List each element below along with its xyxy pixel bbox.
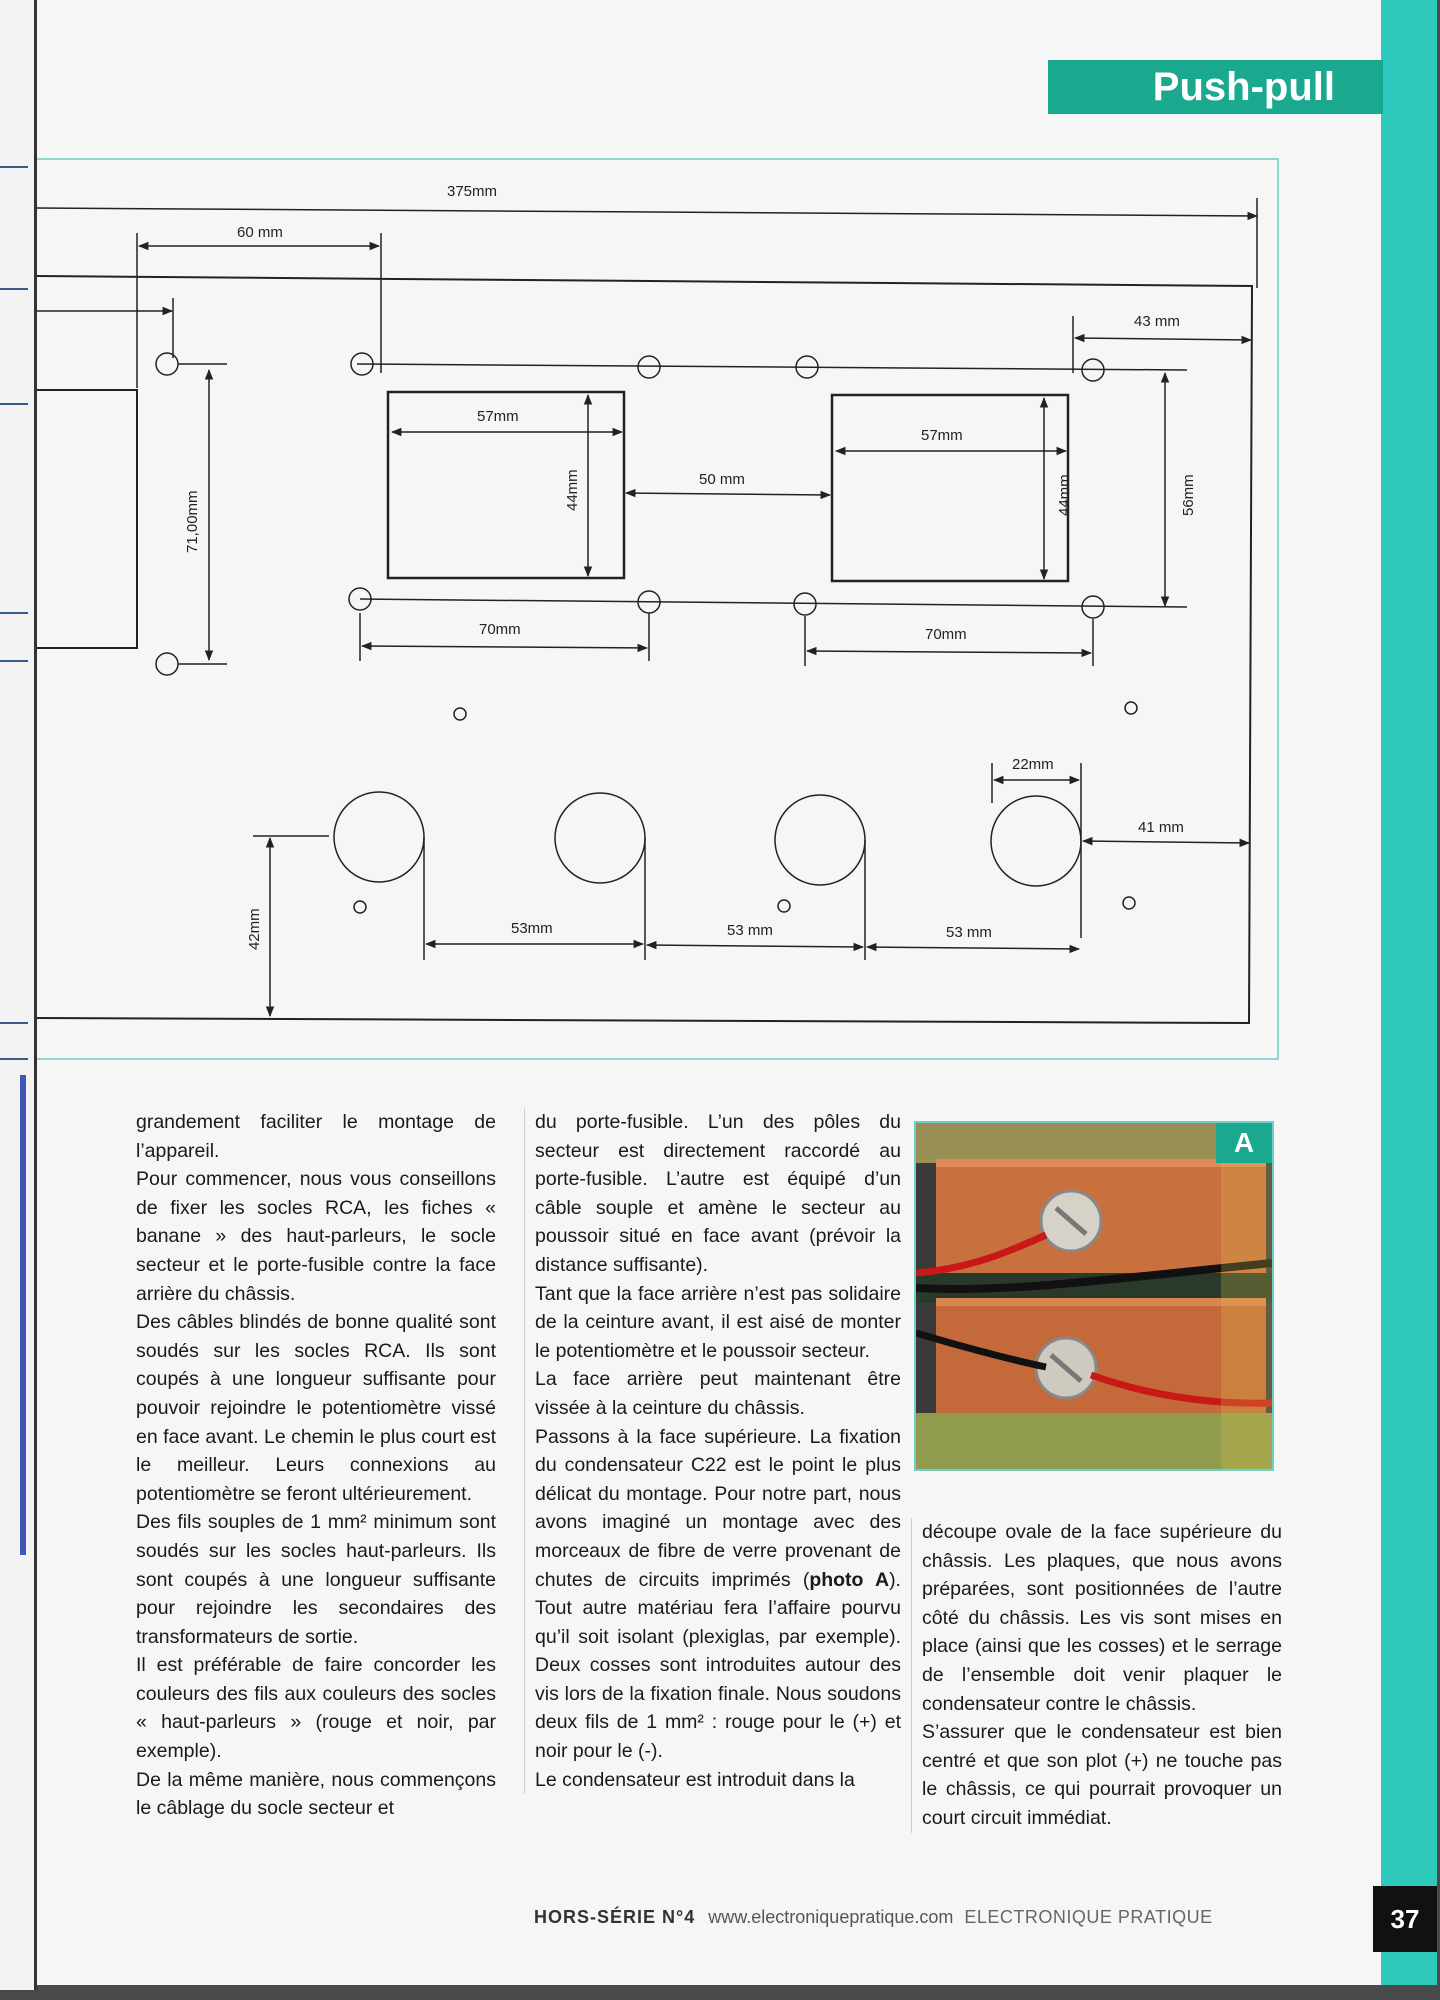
- paragraph: La face arrière peut maintenant être vissée à la ceinture du châssis.: [535, 1368, 901, 1419]
- page-number: 37: [1373, 1886, 1437, 1952]
- dim-71-label: 71,00mm: [184, 490, 201, 553]
- dim-42-label: 42mm: [246, 908, 263, 950]
- paragraph: Des fils souples de 1 mm² minimum sont soudés sur les socles haut-parleurs. Ils sont coupés à une longueur suffisante pour rejoindre les secondaires des transformateurs de sortie.: [136, 1511, 496, 1648]
- strip-blue-bar: [20, 1075, 26, 1555]
- left-cutout: [37, 390, 137, 648]
- dim-60-label: 60 mm: [237, 224, 283, 241]
- dim-43-label: 43 mm: [1134, 313, 1180, 330]
- paragraph-text: Passons à la face supérieure. La fixation du condensateur C22 est le point le plus délicat du montage. Pour notre part, nous avons imaginé un montage avec des morceaux de fibre de verre provenant de chutes de circuits imprimés (: [535, 1425, 901, 1591]
- paragraph: Pour commencer, nous vous conseillons de fixer les socles RCA, les fiches « banane » des haut-parleurs, le socle secteur et le porte-fusible contre la face arrière du châssis.: [136, 1168, 496, 1305]
- article-column-1: [136, 1108, 496, 1823]
- paragraph: Tant que la face arrière n’est pas solidaire de la ceinture avant, il est aisé de monter le potentiomètre et le poussoir secteur.: [535, 1282, 901, 1362]
- paragraph: Des câbles blindés de bonne qualité sont soudés sur les socles RCA. Ils sont coupés à une longueur suffisante pour pouvoir rejoindre le potentiomètre vissé en face avant. Le chemin le plus court est le meilleur. Leurs connexions au potentiomètre se feront ultérieurement.: [136, 1311, 496, 1505]
- dim-53-3-label: 53 mm: [946, 924, 992, 941]
- paragraph: Il est préférable de faire concorder les couleurs des fils aux couleurs des socles « haut-parleurs » (rouge et noir, par exemple).: [136, 1654, 496, 1763]
- dim-53-2: [647, 945, 863, 947]
- strip-rule: [0, 612, 28, 614]
- article-column-2: [524, 1108, 901, 1794]
- dim-41-label: 41 mm: [1138, 819, 1184, 836]
- dim-375-label: 375mm: [447, 183, 498, 200]
- dim-70-left-label: 70mm: [479, 621, 521, 638]
- strip-rule: [0, 1022, 28, 1024]
- page-footer: [534, 1907, 1213, 1928]
- jack-1: [334, 792, 424, 882]
- dim-57-right-label: 57mm: [921, 427, 963, 444]
- strip-rule: [0, 288, 28, 290]
- dim-57-left-label: 57mm: [477, 408, 519, 425]
- paragraph: S’assurer que le condensateur est bien centré et que son plot (+) ne touche pas le châssis, ce qui pourrait provoquer un court circuit immédiat.: [922, 1721, 1282, 1829]
- dim-70-right-label: 70mm: [925, 626, 967, 643]
- window-right: [832, 395, 1068, 581]
- dim-50-label: 50 mm: [699, 471, 745, 488]
- capacitor-photo: [916, 1123, 1272, 1469]
- dim-375-line: [37, 208, 1257, 216]
- paragraph-text: ). Tout autre matériau fera l’affaire pourvu qu’il soit isolant (plexiglas, par exemple). Deux cosses sont introduites autour des vis lors de la fixation finale. Nous soudons deux fils de 1 mm² : rouge pour le (+) et noir pour le (-).: [535, 1568, 901, 1763]
- strip-rule: [0, 403, 28, 405]
- chassis-drawing: [37, 158, 1287, 1058]
- jack-2: [555, 793, 645, 883]
- paragraph: découpe ovale de la face supérieure du châssis. Les plaques, que nous avons préparées, sont positionnées de l’autre côté du châssis. Les vis sont mises en place (ainsi que les cosses) et le serrage de l’ensemble doit venir plaquer le condensateur contre le châssis.: [922, 1521, 1282, 1715]
- previous-page-strip[interactable]: [0, 0, 37, 1990]
- dim-50-line: [626, 493, 830, 495]
- dim-53-1-label: 53mm: [511, 920, 553, 937]
- dim-44-right-label: 44mm: [1056, 474, 1073, 516]
- footer-url[interactable]: www.electroniquepratique.com: [708, 1907, 954, 1927]
- page-edge-band: [1381, 0, 1437, 1985]
- dim-43-line: [1075, 338, 1251, 340]
- paragraph: Le condensateur est introduit dans la: [535, 1768, 855, 1791]
- dim-70-right: [807, 651, 1091, 653]
- strip-rule: [0, 660, 28, 662]
- photo-label: A: [1216, 1123, 1272, 1163]
- article-column-3: [911, 1518, 1282, 1833]
- paragraph: du porte-fusible. L’un des pôles du secteur est directement raccordé au porte-fusible. L’autre est équipé d’un câble souple et amène le secteur au poussoir situé en face avant (prévoir la distance suffisante).: [535, 1111, 901, 1276]
- strip-rule: [0, 166, 28, 168]
- magazine-page: [37, 0, 1437, 1985]
- dim-53-3: [867, 947, 1079, 949]
- photo-reference: photo A: [809, 1568, 890, 1591]
- footer-series: HORS-SÉRIE N°4: [534, 1907, 696, 1927]
- dim-22-label: 22mm: [1012, 756, 1054, 773]
- jack-3: [775, 795, 865, 885]
- dim-44-left-label: 44mm: [564, 469, 581, 511]
- dim-56-label: 56mm: [1180, 474, 1197, 516]
- jack-4: [991, 796, 1081, 886]
- photo-a: [914, 1121, 1274, 1471]
- paragraph: De la même manière, nous commençons le câblage du socle secteur et: [136, 1768, 496, 1820]
- dim-41-line: [1083, 841, 1249, 843]
- dim-53-2-label: 53 mm: [727, 922, 773, 939]
- strip-rule: [0, 1058, 28, 1060]
- section-title: Push-pull: [1048, 60, 1383, 114]
- footer-magazine: ELECTRONIQUE PRATIQUE: [964, 1907, 1213, 1927]
- paragraph: grandement faciliter le montage de l’appareil.: [136, 1111, 496, 1162]
- dim-70-left: [362, 646, 647, 648]
- paragraph: [535, 1423, 901, 1766]
